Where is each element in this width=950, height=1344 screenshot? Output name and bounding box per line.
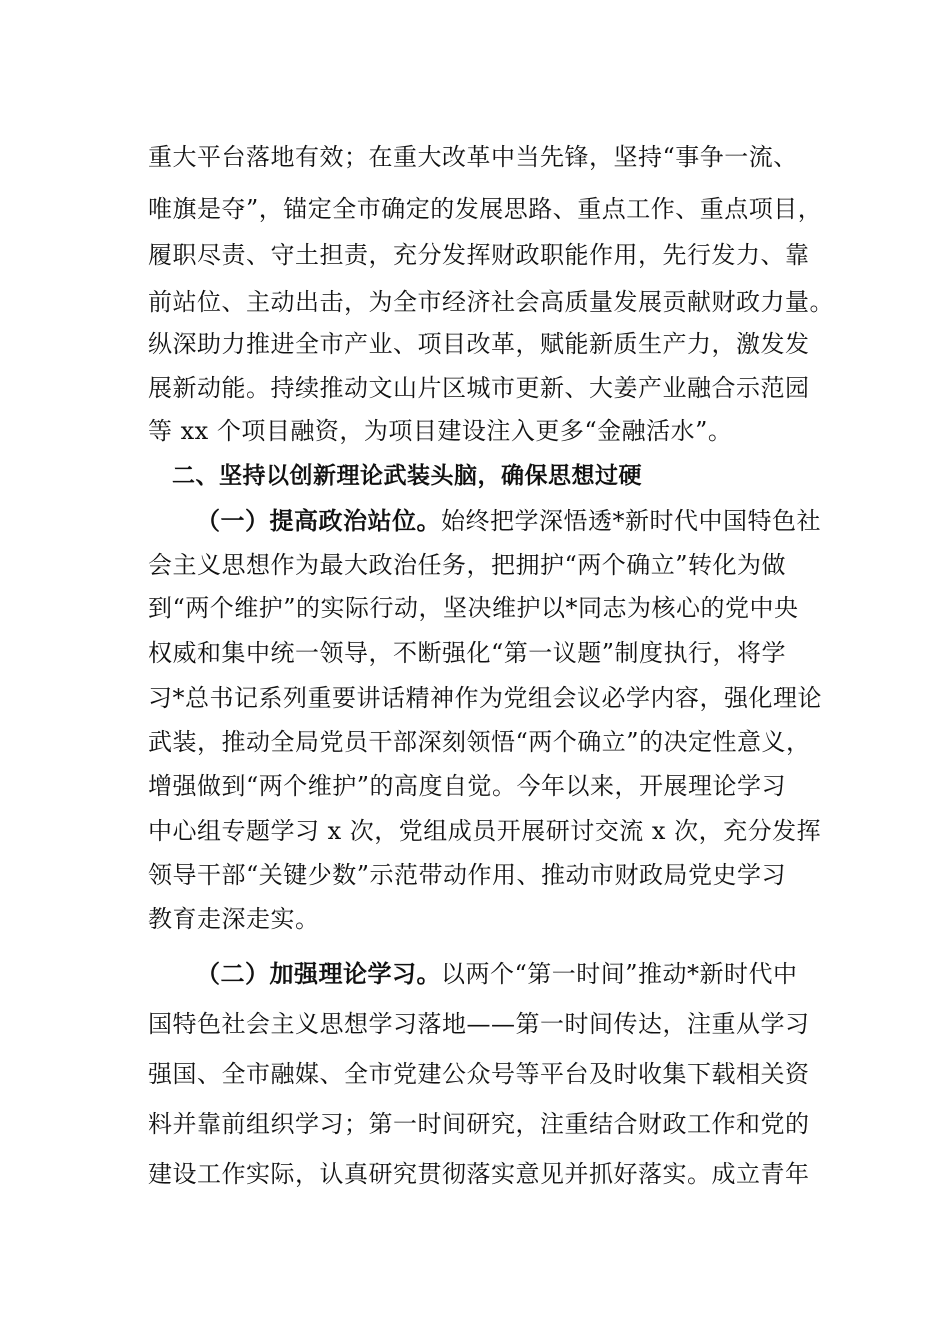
paragraph-line: 中心组专题学习 x 次，党组成员开展研讨交流 x 次，充分发挥 (148, 817, 822, 845)
paragraph-line: 纵深助力推进全市产业、项目改革，赋能新质生产力，激发发 (148, 330, 810, 358)
section-heading: 二、坚持以创新理论武装头脑，确保思想过硬 (172, 463, 642, 489)
paragraph-line: 前站位、主动出击，为全市经济社会高质量发展贡献财政力量。 (148, 288, 834, 316)
subsection-text: 以两个“第一时间”推动*新时代中 (441, 960, 798, 988)
paragraph-line: 唯旗是夺”，锚定全市确定的发展思路、重点工作、重点项目， (148, 195, 823, 223)
paragraph-line: 国特色社会主义思想学习落地——第一时间传达，注重从学习 (148, 1010, 810, 1038)
paragraph-line: 履职尽责、守土担责，充分发挥财政职能作用，先行发力、靠 (148, 241, 810, 269)
paragraph-line: 料并靠前组织学习；第一时间研究，注重结合财政工作和党的 (148, 1110, 810, 1138)
subsection-title: （一）提高政治站位。 (196, 506, 441, 535)
paragraph-line: 等 xx 个项目融资，为项目建设注入更多“金融活水”。 (148, 417, 733, 445)
paragraph-line: 权威和集中统一领导，不断强化“第一议题”制度执行，将学 (148, 639, 787, 667)
paragraph-line: 领导干部“关键少数”示范带动作用、推动市财政局党史学习 (148, 861, 787, 889)
paragraph-line: 展新动能。持续推动文山片区城市更新、大姜产业融合示范园 (148, 374, 810, 402)
paragraph-line: 强国、全市融媒、全市党建公众号等平台及时收集下载相关资 (148, 1060, 810, 1088)
paragraph-line: 增强做到“两个维护”的高度自觉。今年以来，开展理论学习 (148, 772, 787, 800)
paragraph-line: 教育走深走实。 (148, 905, 320, 933)
paragraph-line: 建设工作实际，认真研究贯彻落实意见并抓好落实。成立青年 (148, 1160, 810, 1188)
paragraph-line: 重大平台落地有效；在重大改革中当先锋，坚持“事争一流、 (148, 143, 798, 171)
paragraph-line: 到“两个维护”的实际行动，坚决维护以*同志为核心的党中央 (148, 594, 799, 622)
paragraph-line: 武装，推动全局党员干部深刻领悟“两个确立”的决定性意义， (148, 728, 811, 756)
paragraph-line: 习*总书记系列重要讲话精神作为党组会议必学内容，强化理论 (148, 684, 822, 712)
subsection-title: （二）加强理论学习。 (196, 959, 441, 988)
paragraph-line: 会主义思想作为最大政治任务，把拥护“两个确立”转化为做 (148, 551, 787, 579)
subsection-text: 始终把学深悟透*新时代中国特色社 (441, 507, 821, 535)
subsection-first-line (196, 959, 798, 989)
subsection-first-line (196, 506, 821, 536)
